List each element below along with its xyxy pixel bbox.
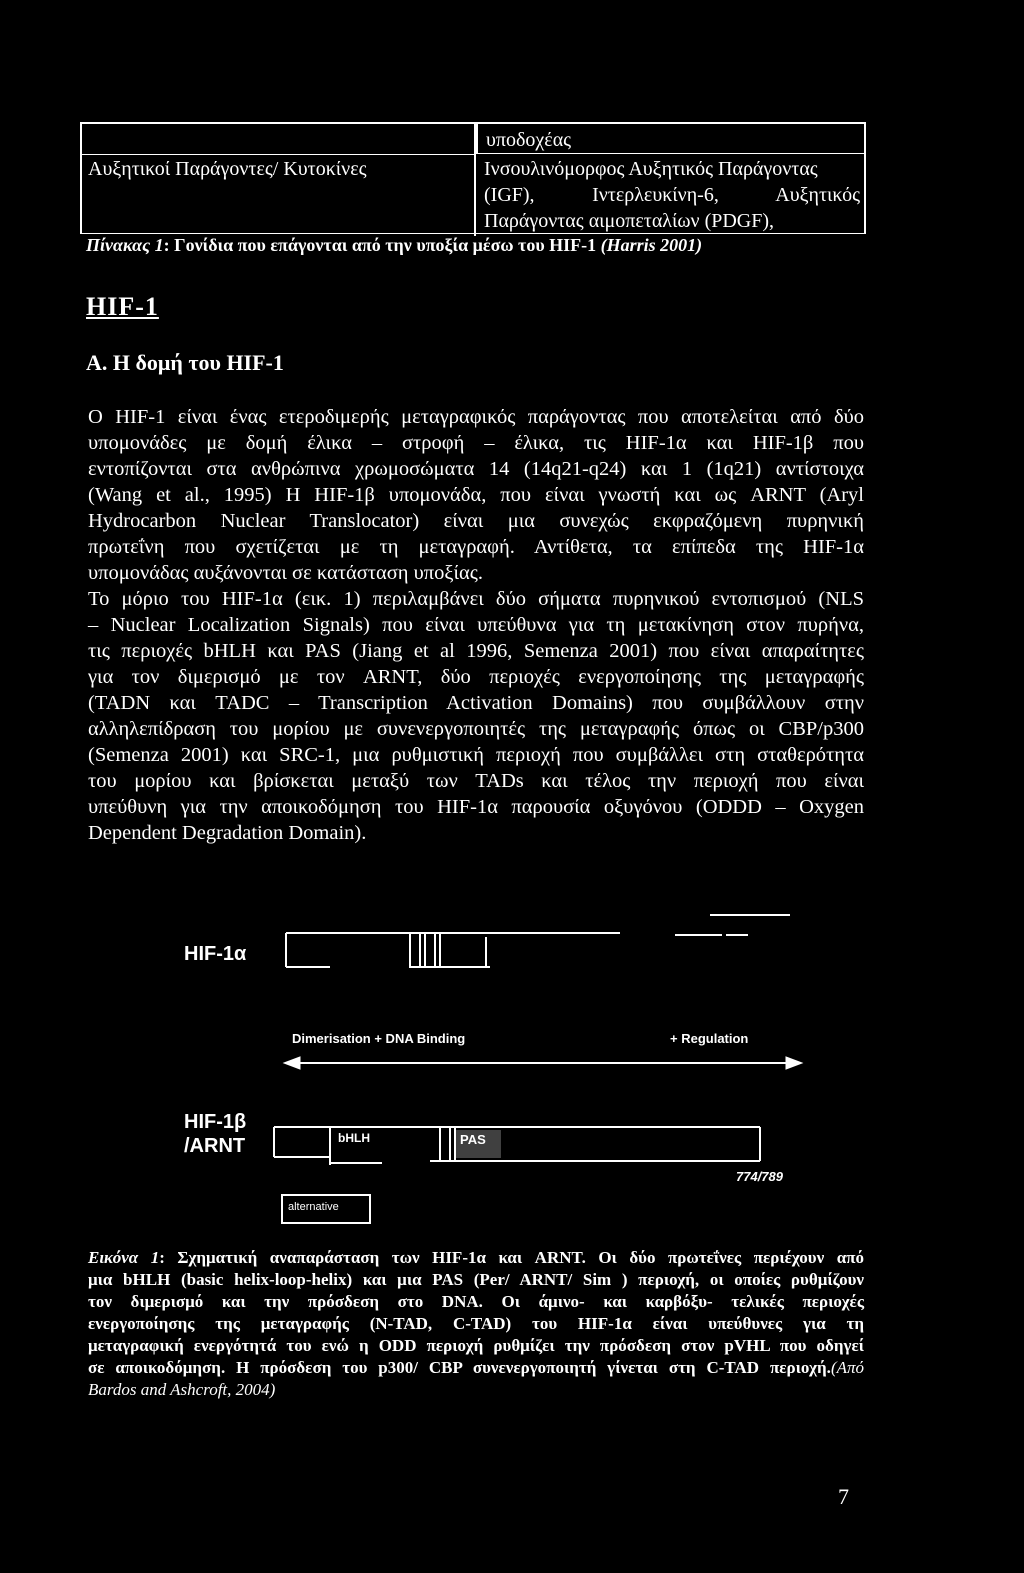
- genes-table: [80, 122, 866, 234]
- paragraph-2: [88, 586, 864, 846]
- paragraph-line: υπομονάδας αυξάνονται σε κατάσταση υποξίας.: [88, 562, 484, 584]
- figure-caption-line: [88, 1357, 864, 1379]
- paragraph-1: [88, 404, 864, 586]
- table-row-value: [484, 156, 860, 234]
- section-heading: HIF-1: [86, 292, 159, 321]
- paragraph-line: πρωτεΐνη που σχετίζεται με τη μεταγραφή. Αντίθετα, τα επίπεδα της HIF-1α: [88, 536, 864, 558]
- paragraph-line: (TADN και TADC – Transcription Activation Domains) που συμβάλλουν στην: [88, 692, 864, 714]
- figure-caption-line: [88, 1247, 864, 1269]
- table-row-value-line: (IGF), Ιντερλευκίνη-6, Αυξητικός: [484, 184, 860, 206]
- figure-caption-line: τον διμερισμό και την πρόσδεση στο DNA. Οι άμινο- και καρβόξυ- τελικές περιοχές: [88, 1292, 864, 1311]
- figure-caption-text: σε αποικοδόμηση. Η πρόσδεση του p300/ CBP συνενεργοποιητή γίνεται στη C-TAD περιοχή.: [88, 1358, 831, 1377]
- paragraph-line: για τον διμερισμό με τον ARNT, δύο περιοχές ενεργοποίησης της μεταγραφής: [88, 666, 864, 688]
- paragraph-line: Το μόριο του HIF-1α (εικ. 1) περιλαμβάνει δύο σήματα πυρηνικού εντοπισμού (NLS: [88, 588, 864, 610]
- page-number: 7: [838, 1484, 849, 1509]
- figure-caption-line: μια bHLH (basic helix-loop-helix) και μια PAS (Per/ ARNT/ Sim ) περιοχή, οι οποίες ρυθμίζουν: [88, 1270, 864, 1289]
- table-caption: [86, 235, 702, 256]
- subsection-heading: Α. Η δομή του HIF-1: [86, 350, 284, 375]
- paragraph-line: εντοπίζονται στα ανθρώπινα χρωμοσώματα 14 (14q21-q24) και 1 (1q21) αντίστοιχα: [88, 458, 864, 480]
- arnt-label: /ARNT: [184, 1135, 246, 1157]
- paragraph-line: τις περιοχές bHLH και PAS (Jiang et al 1996, Semenza 2001) που είναι απαραίτητες: [88, 640, 864, 662]
- table-row-divider: [82, 154, 474, 155]
- paragraph-line: υπομονάδες με δομή έλικα – στροφή – έλικα, τις HIF-1α και HIF-1β που: [88, 432, 864, 454]
- table-header-cell: υποδοχέας: [476, 124, 864, 154]
- paragraph-line: Hydrocarbon Nuclear Translocator) είναι μια συνεχώς εκφραζόμενη πυρηνική: [88, 510, 864, 532]
- dimerisation-label: Dimerisation + DNA Binding: [292, 1031, 466, 1046]
- figure-caption: [88, 1247, 864, 1401]
- table-row-value-line: Ινσουλινόμορφος Αυξητικός Παράγοντας: [484, 158, 818, 180]
- hif1a-label: HIF-1α: [184, 943, 247, 965]
- figure-caption-ref-line: Bardos and Ashcroft, 2004): [88, 1380, 276, 1399]
- table-row-value-line: Παράγοντας αιμοπεταλίων (PDGF),: [484, 210, 775, 232]
- table-header-row: [82, 124, 864, 154]
- paragraph-line: υπεύθυνη για την αποικοδόμηση του HIF-1α παρουσία οξυγόνου (ODDD – Oxygen: [88, 796, 864, 818]
- figure-caption-line: μεταγραφική ενεργότητά του ενώ η ODD περιοχή ρυθμίζει την πρόσδεση στον pVHL που οδηγεί: [88, 1336, 864, 1355]
- figure-caption-label: Εικόνα 1: [88, 1248, 160, 1267]
- table-caption-label: Πίνακας 1: [86, 235, 164, 255]
- figure-caption-ref: (Από: [830, 1358, 864, 1377]
- table-caption-ref: (Harris 2001): [600, 235, 703, 255]
- paragraph-line: του μορίου και βρίσκεται μεταξύ των TADs και τέλος την περιοχή που είναι: [88, 770, 864, 792]
- table-header-empty-cell: [82, 124, 474, 154]
- hif1b-label: HIF-1β: [184, 1111, 247, 1133]
- table-column-divider: [474, 124, 476, 236]
- paragraph-line: αλληλεπίδραση του μορίου με συνενεργοποιητές της μεταγραφής όπως οι CBP/p300: [88, 718, 864, 740]
- paragraph-line: (Semenza 2001) και SRC-1, μια ρυθμιστική περιοχή που συμβάλλει στη σταθερότητα: [88, 744, 864, 766]
- domain-arrow: [284, 1057, 802, 1069]
- protein-domain-figure: [170, 905, 850, 1235]
- bhlh-label: bHLH: [338, 1131, 370, 1145]
- residue-number-label: 774/789: [736, 1169, 783, 1184]
- domain-diagram: [170, 905, 850, 1235]
- figure-caption-line: ενεργοποίησης της μεταγραφής (N-TAD, C-TAD) του HIF-1α είναι υπεύθυνες για τη: [88, 1314, 864, 1333]
- figure-caption-text: : Σχηματική αναπαράσταση των HIF-1α και ARNT. Οι δύο πρωτεΐνες περιέχουν από: [159, 1248, 864, 1267]
- pas-label: PAS: [460, 1132, 486, 1147]
- alternative-label: alternative: [288, 1201, 339, 1213]
- regulation-label: + Regulation: [670, 1031, 749, 1046]
- hif1a-domains: [286, 915, 790, 967]
- table-row-label: Αυξητικοί Παράγοντες/ Κυτοκίνες: [88, 158, 367, 180]
- paragraph-line: – Nuclear Localization Signals) που είναι υπεύθυνα για τη μετακίνηση στον πυρήνα,: [88, 614, 864, 636]
- paragraph-line: (Wang et al., 1995) Η HIF-1β υπομονάδα, που είναι γνωστή και ως ARNT (Aryl: [88, 484, 864, 506]
- paragraph-line: Dependent Degradation Domain).: [88, 822, 367, 844]
- table-caption-text: : Γονίδια που επάγονται από την υποξία μέσω του HIF-1: [163, 235, 601, 255]
- paragraph-line: Ο HIF-1 είναι ένας ετεροδιμερής μεταγραφικός παράγοντας που αποτελείται από δύο: [88, 406, 864, 428]
